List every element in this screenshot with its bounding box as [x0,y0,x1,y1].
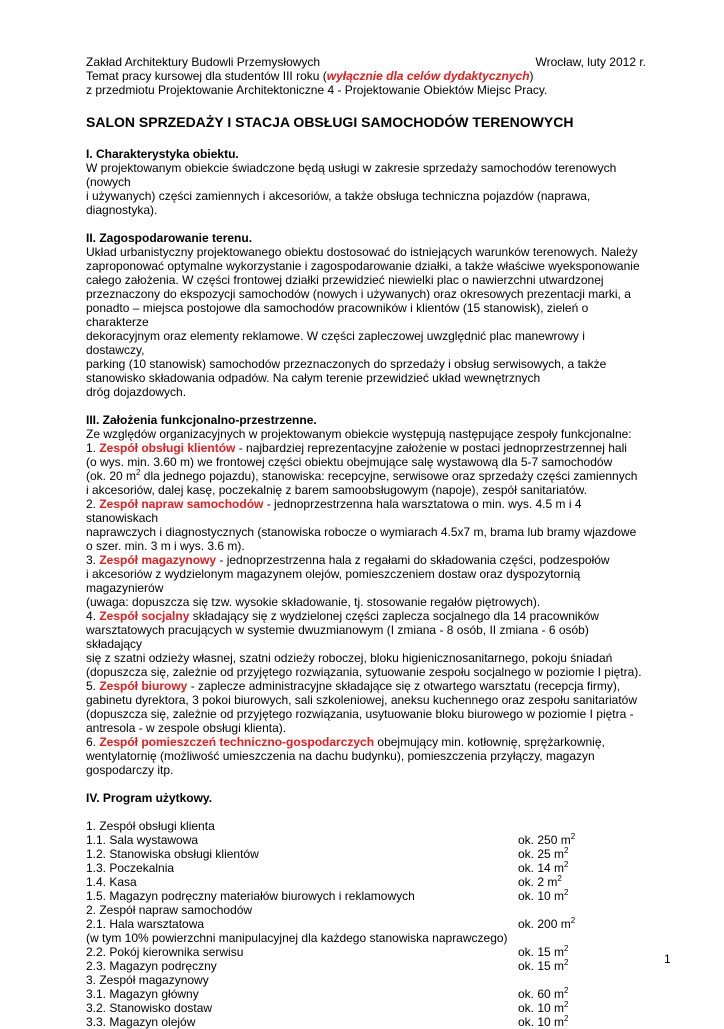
program-row-area [518,1001,646,1015]
program-row-label: 1.5. Magazyn podręczny materiałów biurowych i reklamowych [86,889,415,903]
program-row-label: 1.2. Stanowiska obsługi klientów [86,847,259,861]
area-value: ok. 2 m [518,875,558,889]
zone-5-line: gabinetu dyrektora, 3 pokoi biurowych, sali szkoleniowej, aneksu kuchennego oraz zespołu sanitariatów [86,693,637,707]
area-value: ok. 10 m [518,1001,565,1015]
zone-text: - jednoprzestrzenna hala z regałami do składowania części, podzespołów [216,553,610,567]
program-row-label: 1. Zespół obsługi klienta [86,819,215,833]
zone-5-name: Zespół biurowy [99,679,188,693]
superscript: 2 [564,986,569,995]
section-2 [86,231,646,399]
program-row-label: 2.3. Magazyn podręczny [86,959,217,973]
program-row-label: 1.4. Kasa [86,875,137,889]
program-row [86,931,646,945]
zone-text: - jednoprzestrzenna hala warsztatowa o min. wys. 4.5 m i 4 stanowiskach [86,497,582,525]
sec1-line: diagnostyka). [86,203,158,217]
zone-4-line: warsztatowych pracujących w systemie dwuzmianowym (I zmiana - 8 osób, II zmiana - 6 osób) składający [86,623,589,651]
zone-1-line: (o wys. min. 3.60 m) we frontowej części obiektu obejmujące salę wystawową dla 5-7 samochodów [86,455,613,469]
area-value: ok. 25 m [518,847,565,861]
header-place-date: Wrocław, luty 2012 r. [535,55,646,69]
program-row-area [518,833,646,847]
program-row [86,889,646,903]
superscript: 2 [557,874,562,883]
sec2-line: zaproponować optymalne wykorzystanie i zagospodarowanie działki, a także właściwe wyeksponowanie [86,259,640,273]
zone-number: 2. [86,497,100,511]
area-value: ok. 15 m [518,945,565,959]
program-row-area [518,903,646,917]
zone-text: - najbardziej reprezentacyjne założenie w postaci jednoprzestrzennej hali [235,441,627,455]
program-row-label: 2.1. Hala warsztatowa [86,917,205,931]
zone-number: 4. [86,609,100,623]
zone-3-line [86,553,646,567]
header-row [86,55,646,69]
program-row [86,973,646,987]
program-row-area [518,959,646,973]
sec2-line: ponadto – miejsca postojowe dla samochodów pracowników i klientów (15 stanowisk), zieleń o charakterze [86,301,589,329]
section-4-heading: IV. Program użytkowy. [86,791,213,805]
zone-number: 6. [86,735,100,749]
section-1 [86,147,646,217]
program-row-area [518,875,646,889]
page-number: 1 [664,952,671,966]
superscript: 2 [570,916,576,925]
section-3-heading: III. Założenia funkcjonalno-przestrzenne. [86,413,317,427]
zone-4-line: (dopuszcza się, zależnie od przyjętego rozwiązania, sytuowanie zespołu socjalnego w poziomie I piętra). [86,665,642,679]
header-topic-line [86,69,646,83]
zone-text: składający się z wydzielonej części zaplecza socjalnego dla 14 pracowników [189,609,599,623]
zone-6-line [86,735,646,749]
superscript: 2 [564,944,569,953]
superscript: 2 [136,468,141,477]
document-title: SALON SPRZEDAŻY I STACJA OBSŁUGI SAMOCHODÓW TERENOWYCH [86,114,574,130]
zone-1-line [86,469,646,483]
section-2-heading: II. Zagospodarowanie terenu. [86,231,253,245]
program-row [86,945,646,959]
sec2-line: parking (10 stanowisk) samochodów przeznaczonych do sprzedaży i obsług serwisowych, a także [86,357,607,371]
zone-1-line: i akcesoriów, dalej kasę, poczekalnię z barem samoobsługowym (napoje), zespół sanitariatów. [86,483,587,497]
superscript: 2 [570,832,576,841]
zone-5-line [86,679,646,693]
program-row [86,833,646,847]
zone-6-line: gospodarczy itp. [86,763,174,777]
program-row-area [518,987,646,1001]
zone-text: (ok. 20 m [86,469,137,483]
program-row-label: 1.1. Sala wystawowa [86,833,199,847]
program-list [86,819,646,1029]
section-1-heading: I. Charakterystyka obiektu. [86,147,239,161]
sec3-intro: Ze względów organizacyjnych w projektowanym obiekcie występują następujące zespoły funkcjonalne: [86,427,632,441]
header-org: Zakład Architektury Budowli Przemysłowych [86,55,321,69]
zone-1-line [86,441,646,455]
document-page [86,55,646,1029]
program-row-area [518,973,646,987]
program-row [86,819,646,833]
area-value: ok. 60 m [518,987,565,1001]
program-row-label: 1.3. Poczekalnia [86,861,175,875]
program-row-area [518,889,646,903]
program-row-label: 3.2. Stanowisko dostaw [86,1001,213,1015]
zone-2-line: naprawczych i diagnostycznych (stanowiska robocze o wymiarach 4.5x7 m, brama lub bramy wjazdowe [86,525,637,539]
program-row-area [518,945,646,959]
superscript: 2 [564,860,569,869]
superscript: 2 [564,1000,569,1009]
zone-text: dla jednego pojazdu), stanowiska: recepcyjne, serwisowe oraz sprzedaży części zamiennych [140,469,638,483]
area-value: ok. 250 m [518,833,571,847]
zone-number: 3. [86,553,100,567]
section-3 [86,413,646,777]
area-value: ok. 10 m [518,889,565,903]
zone-4-name: Zespół socjalny [99,609,190,623]
topic-close: ) [529,69,534,83]
zone-4-line: się z szatni odzieży własnej, szatni odzieży roboczej, bloku higienicznosanitarnego, pokoju śniadań [86,651,613,665]
sec2-line: Układ urbanistyczny projektowanego obiektu dostosować do istniejących warunków terenowych. Należy [86,245,638,259]
sec2-line: przeznaczony do ekspozycji samochodów (nowych i używanych) oraz okresowych prezentacji marki, a [86,287,631,301]
zone-6-name: Zespół pomieszczeń techniczno-gospodarczych [99,735,375,749]
zone-2-name: Zespół napraw samochodów [99,497,264,511]
zone-text: - zaplecze administracyjne składające się z otwartego warsztatu (recepcja firmy), [187,679,621,693]
program-row-area [518,847,646,861]
zone-5-line: antresola - w zespole obsługi klienta). [86,721,287,735]
sec2-line: całego założenia. W części frontowej działki przewidzieć niewielki plac o nawierzchni utwardzonej [86,273,604,287]
program-row-label: (w tym 10% powierzchni manipulacyjnej dla każdego stanowiska naprawczego) [86,931,508,945]
program-row-area [518,917,646,931]
zone-text: obejmujący min. kotłownię, sprężarkownię, [374,735,605,749]
program-row [86,1015,646,1029]
sec2-line: stanowisko składowania odpadów. Na całym terenie przewidzieć układ wewnętrznych [86,371,541,385]
area-value: ok. 15 m [518,959,565,973]
program-row-area [518,819,646,833]
didactic-note: wyłącznie dla celów dydaktycznych [326,69,530,83]
program-row-label: 3. Zespół magazynowy [86,973,209,987]
program-row [86,847,646,861]
superscript: 2 [564,958,569,967]
sec1-line: W projektowanym obiekcie świadczone będą usługi w zakresie sprzedaży samochodów terenowych (nowych [86,161,617,189]
program-row [86,917,646,931]
sec2-line: dróg dojazdowych. [86,385,187,399]
superscript: 2 [564,846,569,855]
zone-number: 5. [86,679,100,693]
superscript: 2 [564,1014,569,1023]
program-row [86,903,646,917]
zone-3-name: Zespół magazynowy [99,553,217,567]
program-row [86,987,646,1001]
zone-number: 1. [86,441,100,455]
zone-3-line: i akcesoriów z wydzielonym magazynem olejów, pomieszczeniem dostaw oraz dyspozytornią magazynierów [86,567,581,595]
program-row-area [518,931,646,945]
superscript: 2 [564,888,569,897]
program-row [86,959,646,973]
sec2-line: dekoracyjnym oraz elementy reklamowe. W części zapleczowej uwzględnić plac manewrowy i dostawczy, [86,329,585,357]
program-row-label: 2.2. Pokój kierownika serwisu [86,945,244,959]
zone-2-line: o szer. min. 3 m i wys. 3.6 m). [86,539,245,553]
header-subject-line: z przedmiotu Projektowanie Architektoniczne 4 - Projektowanie Obiektów Miejsc Pracy. [86,83,548,97]
zone-4-line [86,609,646,623]
area-value: ok. 14 m [518,861,565,875]
program-row [86,1001,646,1015]
program-row [86,875,646,889]
area-value: ok. 10 m [518,1015,565,1029]
program-row-area [518,861,646,875]
sec1-line: i używanych) części zamiennych i akcesoriów, a także obsługa techniczna pojazdów (naprawa, [86,189,591,203]
program-row-label: 3.3. Magazyn olejów [86,1015,196,1029]
section-4 [86,791,646,1029]
program-row-label: 3.1. Magazyn główny [86,987,199,1001]
zone-5-line: (dopuszcza się, zależnie od przyjętego rozwiązania, usytuowanie bloku biurowego w poziomie I piętra - [86,707,634,721]
topic-text: Temat pracy kursowej dla studentów III roku ( [86,69,327,83]
zone-1-name: Zespół obsługi klientów [99,441,236,455]
zone-3-line: (uwaga: dopuszcza się tzw. wysokie składowanie, tj. stosowanie regałów piętrowych). [86,595,541,609]
zone-6-line: wentylatornię (możliwość umieszczenia na dachu budynku), pomieszczenia przyłączy, magazyn [86,749,595,763]
program-row-area [518,1015,646,1029]
program-row-label: 2. Zespół napraw samochodów [86,903,253,917]
zone-2-line [86,497,646,525]
program-row [86,861,646,875]
area-value: ok. 200 m [518,917,571,931]
